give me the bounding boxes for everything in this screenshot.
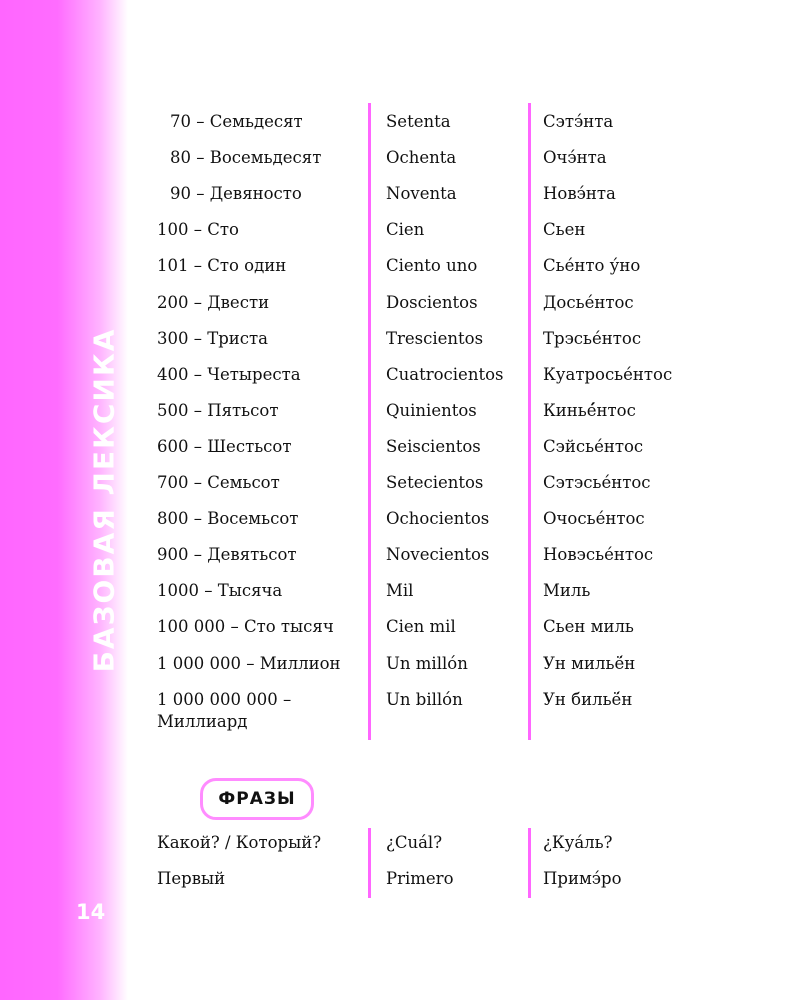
table-row bbox=[0, 616, 800, 652]
page-number: 14 bbox=[76, 900, 106, 924]
transcription-cell: Трэсье́нтос bbox=[543, 328, 642, 348]
russian-cell: Первый bbox=[157, 869, 226, 888]
spanish-cell: Mil bbox=[386, 581, 414, 601]
transcription-cell: Сьен bbox=[543, 220, 586, 240]
transcription-cell: Сье́нто у́но bbox=[543, 256, 641, 276]
table-row bbox=[0, 653, 800, 689]
transcription-cell: Новэ́нта bbox=[543, 184, 616, 204]
spanish-cell: Ochocientos bbox=[386, 509, 490, 529]
transcription-cell: Ун мильё́н bbox=[543, 653, 636, 673]
transcription-cell: Сэтэ́нта bbox=[543, 112, 614, 131]
russian-cell: 101 – Сто один bbox=[157, 256, 287, 276]
russian-cell: 900 – Девятьсот bbox=[157, 545, 297, 565]
transcription-cell: Миль bbox=[543, 581, 591, 601]
transcription-cell: Досье́нтос bbox=[543, 292, 634, 312]
russian-cell: 1 000 000 – Миллион bbox=[157, 653, 341, 673]
spanish-cell: Cien bbox=[386, 220, 425, 240]
transcription-cell: Очосье́нтос bbox=[543, 509, 645, 529]
table-row bbox=[0, 328, 800, 364]
section-title-vertical: БАЗОВАЯ ЛЕКСИКА bbox=[87, 327, 121, 673]
spanish-cell: Un millón bbox=[386, 653, 468, 673]
russian-cell: Какой? / Который? bbox=[157, 833, 322, 852]
spanish-cell: Un billón bbox=[386, 689, 463, 709]
transcription-cell: Очэ́нта bbox=[543, 148, 607, 168]
table-row bbox=[0, 111, 800, 147]
russian-cell: 500 – Пятьсот bbox=[157, 400, 279, 420]
spanish-cell: Cien mil bbox=[386, 617, 456, 637]
table-row bbox=[0, 436, 800, 472]
spanish-cell: Seiscientos bbox=[386, 436, 481, 456]
spanish-cell: Ciento uno bbox=[386, 256, 478, 276]
transcription-cell: Сэйсье́нтос bbox=[543, 436, 644, 456]
spanish-cell: Novecientos bbox=[386, 545, 490, 565]
transcription-cell: ¿Куа́ль? bbox=[543, 833, 613, 852]
russian-cell: 70 – Семьдесят bbox=[170, 112, 303, 131]
russian-cell: 90 – Девяносто bbox=[170, 184, 302, 204]
russian-cell: 700 – Семьсот bbox=[157, 473, 280, 492]
table-row bbox=[0, 544, 800, 580]
spanish-cell: Primero bbox=[386, 869, 454, 888]
spanish-cell: Quinientos bbox=[386, 400, 477, 420]
table-row bbox=[0, 400, 800, 436]
spanish-cell: ¿Cuál? bbox=[386, 833, 443, 852]
russian-cell: 100 000 – Сто тысяч bbox=[157, 617, 334, 637]
transcription-cell: Новэсье́нтос bbox=[543, 545, 654, 565]
russian-cell: 1 000 000 000 – Миллиард bbox=[157, 689, 292, 731]
spanish-cell: Ochenta bbox=[386, 148, 457, 168]
transcription-cell: Киньé́нтос bbox=[543, 400, 636, 420]
table-row bbox=[0, 689, 800, 731]
russian-cell: 300 – Триста bbox=[157, 328, 269, 348]
spanish-cell: Cuatrocientos bbox=[386, 364, 504, 384]
transcription-cell: Куатросье́нтос bbox=[543, 364, 673, 384]
table-row bbox=[0, 508, 800, 544]
russian-cell: 600 – Шестьсот bbox=[157, 436, 292, 456]
spanish-cell: Setecientos bbox=[386, 473, 484, 492]
table-row bbox=[0, 292, 800, 328]
table-row bbox=[0, 219, 800, 255]
spanish-cell: Doscientos bbox=[386, 292, 478, 312]
spanish-cell: Trescientos bbox=[386, 328, 484, 348]
phrases-heading-badge bbox=[200, 778, 314, 820]
russian-cell: 800 – Восемьсот bbox=[157, 509, 299, 529]
russian-cell: 200 – Двести bbox=[157, 292, 270, 312]
spanish-cell: Setenta bbox=[386, 112, 451, 131]
russian-cell: 1000 – Тысяча bbox=[157, 581, 283, 601]
table-row bbox=[0, 147, 800, 183]
table-row bbox=[0, 364, 800, 400]
phrases-heading: ФРАЗЫ bbox=[218, 789, 296, 809]
russian-cell: 80 – Восемьдесят bbox=[170, 148, 322, 168]
table-row bbox=[0, 472, 800, 508]
transcription-cell: Примэ́ро bbox=[543, 869, 622, 888]
table-row bbox=[0, 183, 800, 219]
table-row bbox=[0, 255, 800, 291]
transcription-cell: Ун бильё́н bbox=[543, 689, 633, 709]
table-row bbox=[0, 580, 800, 616]
transcription-cell: Сэтэсье́нтос bbox=[543, 473, 651, 492]
russian-cell: 400 – Четыреста bbox=[157, 364, 301, 384]
transcription-cell: Сьен миль bbox=[543, 617, 634, 637]
table-row bbox=[0, 832, 800, 868]
russian-cell: 100 – Сто bbox=[157, 220, 239, 240]
spanish-cell: Noventa bbox=[386, 184, 457, 204]
table-row bbox=[0, 868, 800, 904]
